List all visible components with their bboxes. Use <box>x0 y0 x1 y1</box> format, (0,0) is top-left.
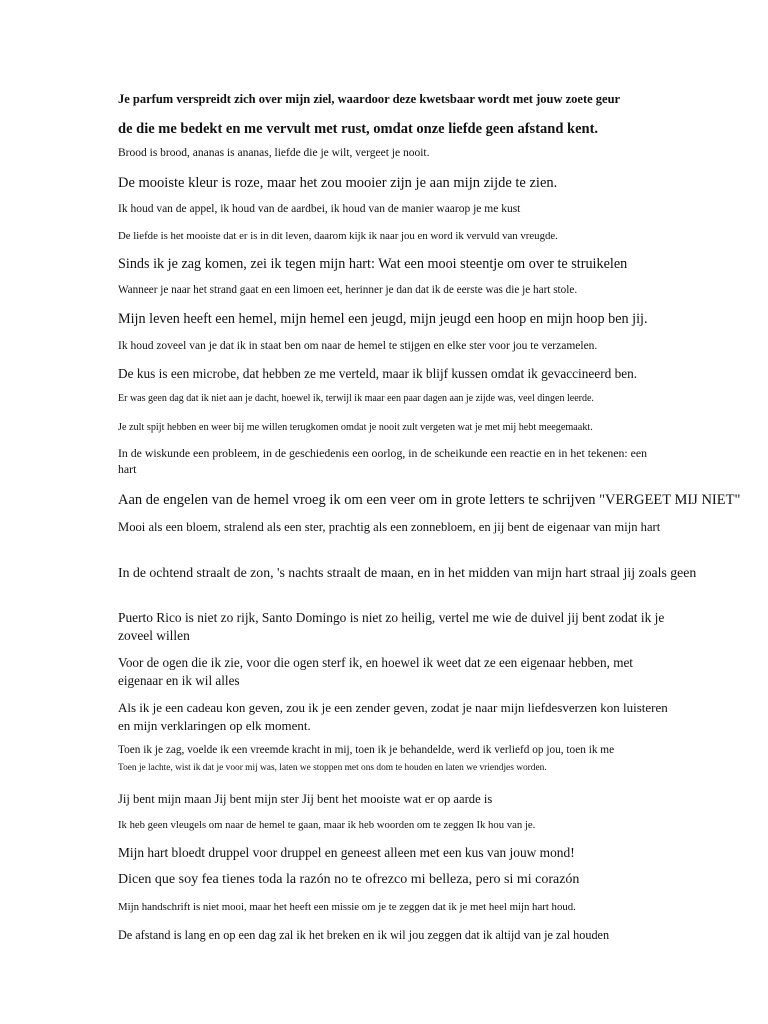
text-line: Er was geen dag dat ik niet aan je dacht, hoewel ik, terwijl ik maar een paar dagen aan je zijde was, veel dingen leerde. <box>118 393 594 404</box>
text-line: Mijn leven heeft een hemel, mijn hemel een jeugd, mijn jeugd een hoop en mijn hoop ben jij. <box>118 311 648 327</box>
text-line: De afstand is lang en op een dag zal ik het breken en ik wil jou zeggen dat ik altijd van je zal houden <box>118 928 610 942</box>
text-line: Wanneer je naar het strand gaat en een limoen eet, herinner je dan dat ik de eerste was die je hart stole. <box>118 284 578 296</box>
text-line: Je parfum verspreidt zich over mijn ziel, waardoor deze kwetsbaar wordt met jouw zoete geur <box>118 92 621 106</box>
text-line: Mooi als een bloem, stralend als een ster, prachtig als een zonnebloem, en jij bent de eigenaar van mijn hart <box>118 520 661 534</box>
text-line: De liefde is het mooiste dat er is in dit leven, daarom kijk ik naar jou en word ik vervuld van vreugde. <box>118 230 558 242</box>
text-line: De kus is een microbe, dat hebben ze me verteld, maar ik blijf kussen omdat ik gevaccineerd ben. <box>118 366 638 381</box>
text-line: Toen je lachte, wist ik dat je voor mij was, laten we stoppen met ons dom te houden en laten we vriendjes worden. <box>118 763 547 773</box>
text-line: Ik houd van de appel, ik houd van de aardbei, ik houd van de manier waarop je me kust <box>118 203 521 215</box>
text-line: Sinds ik je zag komen, zei ik tegen mijn hart: Wat een mooi steentje om over te struikelen <box>118 256 628 272</box>
text-line: Als ik je een cadeau kon geven, zou ik je een zender geven, zodat je naar mijn liefdesverzen kon luisteren en mijn verklaringen op elk moment. <box>118 700 668 733</box>
text-line: Toen ik je zag, voelde ik een vreemde kracht in mij, toen ik je behandelde, werd ik verliefd op jou, toen ik me <box>118 744 615 756</box>
text-line: Dicen que soy fea tienes toda la razón no te ofrezco mi belleza, pero si mi corazón <box>118 872 580 887</box>
text-line: Ik heb geen vleugels om naar de hemel te gaan, maar ik heb woorden om te zeggen Ik hou van je. <box>118 819 536 831</box>
text-line: Voor de ogen die ik zie, voor die ogen sterf ik, en hoewel ik weet dat ze een eigenaar hebben, met eigenaar en ik wil alles <box>118 655 633 688</box>
text-line: de die me bedekt en me vervult met rust, omdat onze liefde geen afstand kent. <box>118 121 599 137</box>
text-line: De mooiste kleur is roze, maar het zou mooier zijn je aan mijn zijde te zien. <box>118 175 558 191</box>
text-line: Jij bent mijn maan Jij bent mijn ster Jij bent het mooiste wat er op aarde is <box>118 792 493 806</box>
text-line: Aan de engelen van de hemel vroeg ik om een veer om in grote letters te schrijven "VERGEET MIJ NIET" <box>118 492 741 508</box>
text-line: Je zult spijt hebben en weer bij me willen terugkomen omdat je nooit zult vergeten wat je met mij hebt meegemaakt. <box>118 422 593 433</box>
text-line: Ik houd zoveel van je dat ik in staat ben om naar de hemel te stijgen en elke ster voor jou te verzamelen. <box>118 340 598 352</box>
text-line: Puerto Rico is niet zo rijk, Santo Domingo is niet zo heilig, vertel me wie de duivel jij bent zodat ik je zoveel willen <box>118 610 665 644</box>
text-line: In de wiskunde een probleem, in de geschiedenis een oorlog, in de scheikunde een reactie en in het tekenen: een hart <box>118 446 648 476</box>
text-line: Mijn hart bloedt druppel voor druppel en geneest alleen met een kus van jouw mond! <box>118 845 575 860</box>
text-line: In de ochtend straalt de zon, 's nachts straalt de maan, en in het midden van mijn hart straal jij zoals geen <box>118 565 697 580</box>
text-line: Mijn handschrift is niet mooi, maar het heeft een missie om je te zeggen dat ik je met heel mijn hart houd. <box>118 901 576 913</box>
text-line: Brood is brood, ananas is ananas, liefde die je wilt, vergeet je nooit. <box>118 147 430 159</box>
